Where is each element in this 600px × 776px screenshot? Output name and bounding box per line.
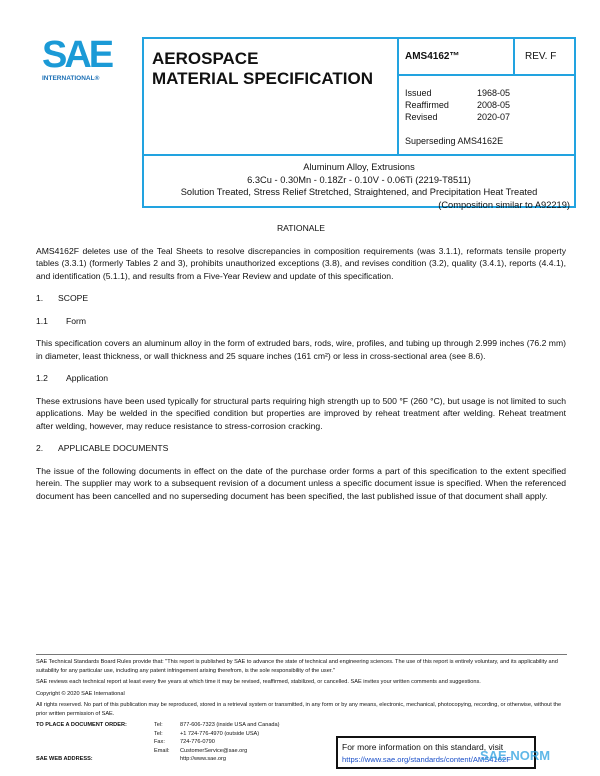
sae-logo bbox=[42, 34, 122, 82]
logo-mark: SAE bbox=[42, 34, 112, 76]
logo-subtext: INTERNATIONAL® bbox=[42, 75, 100, 82]
subsection-heading bbox=[36, 372, 566, 385]
contact-value: 724-776-0790 bbox=[180, 739, 215, 745]
date-row bbox=[405, 99, 568, 111]
order-label: TO PLACE A DOCUMENT ORDER: bbox=[36, 722, 127, 728]
subject-line: Solution Treated, Stress Relief Stretched, Straightened, and Precipitation Heat Treated bbox=[180, 187, 538, 197]
subject-line: Aluminum Alloy, Extrusions bbox=[303, 162, 415, 172]
copyright: Copyright © 2020 SAE International bbox=[36, 690, 125, 697]
doc-type-title bbox=[144, 39, 399, 156]
section-number: 1.2 bbox=[36, 373, 48, 383]
contact-key: Tel: bbox=[154, 722, 163, 728]
section-heading bbox=[36, 442, 566, 455]
footer-text: SAE Technical Standards Board Rules provide that: "This report is published by SAE to advance the state of technical and engineering sciences. The use of this report is entirely voluntary, and its applicability and suitability for any particular use, including any patent infringement arising therefrom, is the sole responsibility of the user." bbox=[36, 659, 558, 674]
subject-block bbox=[144, 156, 574, 210]
date-label: Revised bbox=[405, 112, 438, 122]
footer-text: SAE reviews each technical report at least every five years at which time it may be revised, reaffirmed, stabilized, or cancelled. SAE invites your written comments and suggestions. bbox=[36, 679, 481, 685]
section-title: SCOPE bbox=[58, 293, 89, 303]
applicable-documents-text: The issue of the following documents in effect on the date of the purchase order forms a part of this specification to the extent specified herein. The supplier may work to a subsequent revision of a document unless a specific document issue is specified. When the referenced document has been cancelled and no superseding document has been specified, the last published issue of that document shall apply. bbox=[36, 465, 566, 501]
standard-link[interactable]: https://www.sae.org/standards/content/AMS4162F bbox=[342, 755, 511, 764]
order-row bbox=[36, 721, 567, 730]
application-text: These extrusions have been used typically for structural parts requiring high strength up to 500 °F (260 °C), but usage is not limited to such applications. May be welded in the specified condition but properties are improved by reheat treatment after welding. Reheat treatment after welding, however, may reduce resistance to stress-corrosion cracking. bbox=[36, 395, 566, 431]
section-number: 1.1 bbox=[36, 315, 48, 326]
date-value: 2008-05 bbox=[477, 100, 511, 110]
date-label: Issued bbox=[405, 88, 432, 98]
contact-key: Email: bbox=[154, 747, 170, 754]
contact-value: +1 724-776-4970 (outside USA) bbox=[180, 730, 260, 737]
section-title: Application bbox=[66, 373, 109, 383]
footer-text: All rights reserved. No part of this publication may be reproduced, stored in a retrieval system or transmitted, in any form or by any means, electronic, mechanical, photocopying, recording, or otherwise, without the prior written permission of SAE. bbox=[36, 702, 562, 717]
subject-line: 6.3Cu - 0.30Mn - 0.18Zr - 0.10V - 0.06Ti (2219-T8511) bbox=[247, 174, 471, 185]
date-block bbox=[399, 76, 574, 156]
section-number: 1. bbox=[36, 293, 44, 303]
date-row bbox=[405, 87, 568, 99]
date-label: Reaffirmed bbox=[405, 100, 449, 110]
section-title: APPLICABLE DOCUMENTS bbox=[58, 443, 169, 453]
web-link[interactable]: http://www.sae.org bbox=[180, 756, 227, 762]
section-heading bbox=[36, 292, 566, 305]
doc-number: AMS4162™ bbox=[399, 39, 515, 76]
revision: REV. F bbox=[515, 39, 574, 76]
subject-line: (Composition similar to A92219) bbox=[438, 199, 570, 210]
subsection-heading bbox=[36, 315, 566, 328]
superseding: Superseding AMS4162E bbox=[405, 136, 504, 146]
contact-key: Tel: bbox=[154, 730, 163, 737]
contact-value: 877-606-7323 (inside USA and Canada) bbox=[180, 722, 280, 728]
section-number: 2. bbox=[36, 443, 44, 453]
rationale-heading: RATIONALE bbox=[276, 223, 326, 233]
info-text: For more information on this standard, visit bbox=[342, 742, 504, 752]
date-value: 1968-05 bbox=[477, 88, 511, 98]
header-box bbox=[142, 37, 576, 208]
section-title: Form bbox=[66, 315, 87, 326]
form-text: This specification covers an aluminum alloy in the form of extruded bars, rods, wire, profiles, and tubing up through 2.999 inches (76.2 mm) in diameter, least thickness, or wall thickness and 25 square inches (161 cm²) or less in cross-sectional area (see 8.6). bbox=[36, 338, 566, 361]
date-row bbox=[405, 111, 568, 123]
date-value: 2020-07 bbox=[477, 112, 511, 122]
title-line: MATERIAL SPECIFICATION bbox=[152, 69, 373, 88]
title-line: AEROSPACE bbox=[152, 49, 259, 68]
document-body bbox=[36, 222, 566, 512]
email-link[interactable]: CustomerService@sae.org bbox=[180, 747, 248, 754]
rationale-text: AMS4162F deletes use of the Teal Sheets to resolve discrepancies in composition requirements (was 3.1.1), reformats tensile property tables (3.3.1) (formerly Tables 2 and 3), prohibits unauthorized exceptions (3.8), and revises condition (3.2), quality (3.4.1), reports (4.4.1), and identification (5.1.1), and results from a Five-Year Review and update of this specification. bbox=[36, 245, 566, 281]
contact-key: Fax: bbox=[154, 739, 165, 745]
web-label: SAE WEB ADDRESS: bbox=[36, 756, 93, 762]
watermark: SAE NORM bbox=[480, 748, 551, 763]
